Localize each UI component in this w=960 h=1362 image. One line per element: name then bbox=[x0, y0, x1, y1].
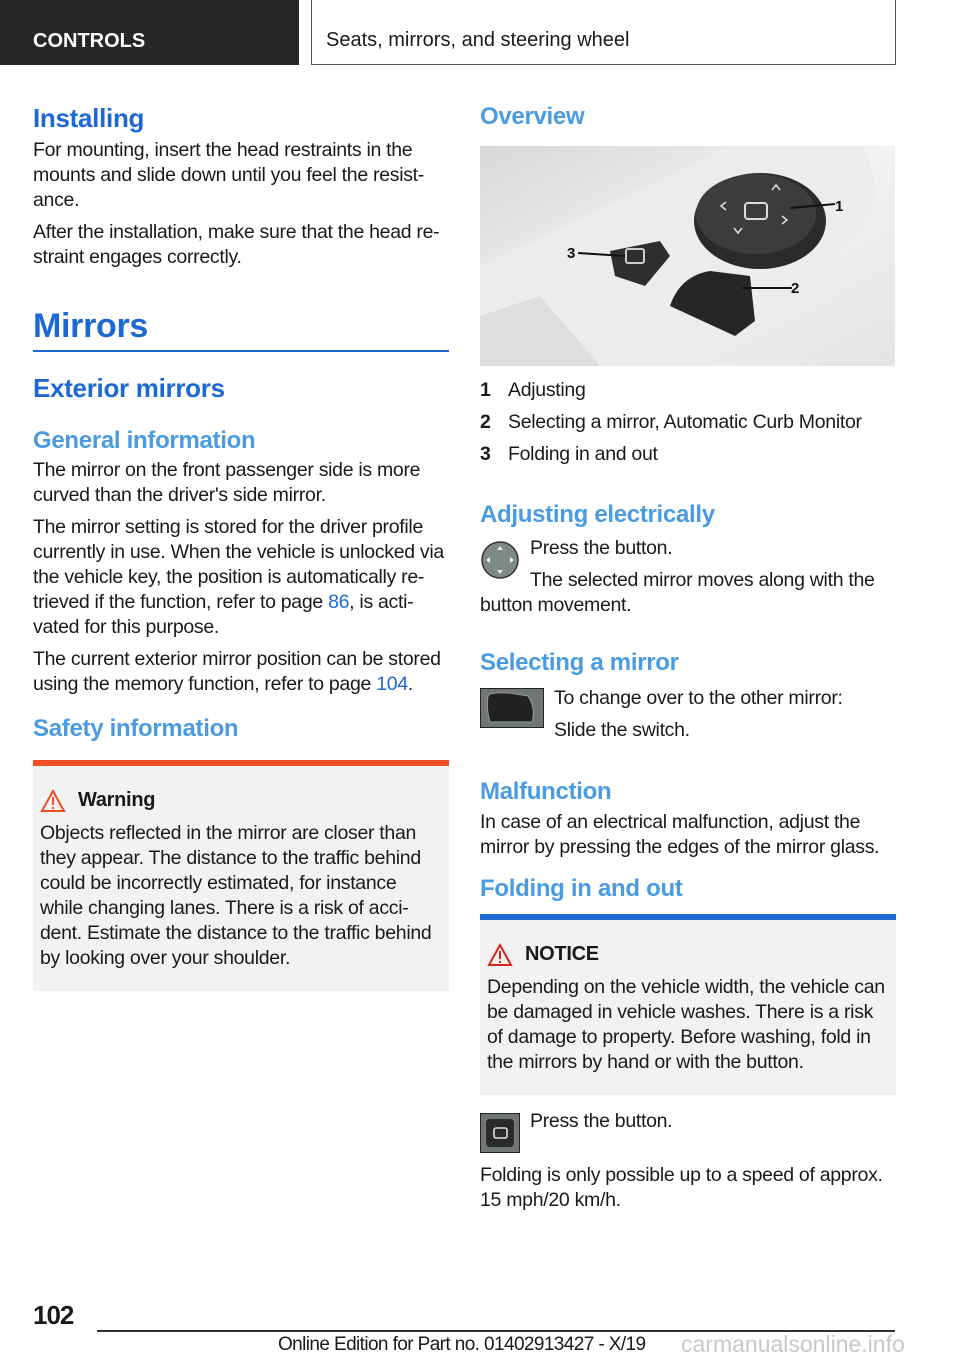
mirror-controls-illustration bbox=[480, 146, 895, 366]
mirror-joystick-icon bbox=[480, 540, 520, 580]
text: , is acti‐vated for this purpose. bbox=[33, 591, 414, 638]
warning-title bbox=[40, 788, 442, 813]
notice-box bbox=[480, 914, 896, 1095]
adjusting-text-1: Press the button. bbox=[530, 537, 673, 559]
notice-text: Depending on the vehicle width, the vehicle can be damaged in vehicle washes. There is a risk of damage to property. Before washing, fold in the mirrors by hand or with the button. bbox=[487, 976, 885, 1073]
notice-icon bbox=[487, 943, 513, 967]
adjusting-heading: Adjusting electrically bbox=[480, 501, 715, 528]
list-item bbox=[480, 378, 896, 403]
edition-text: Online Edition for Part no. 01402913427 - X/19 bbox=[278, 1334, 646, 1355]
left-column bbox=[33, 102, 449, 991]
item-number: 1 bbox=[480, 379, 491, 401]
chapter-title: Seats, mirrors, and steering wheel bbox=[311, 0, 896, 65]
callout-1: 1 bbox=[835, 198, 844, 215]
general-text-2 bbox=[33, 515, 449, 640]
page-link-104[interactable]: 104 bbox=[376, 673, 408, 695]
selecting-text-2: Slide the switch. bbox=[554, 719, 690, 741]
installing-text-1: For mounting, insert the head restraints in the mounts and slide down until you feel the resist‐ance. bbox=[33, 139, 424, 211]
item-number: 2 bbox=[480, 411, 491, 433]
selecting-text-1: To change over to the other mirror: bbox=[554, 687, 843, 709]
folding-text-2: Folding is only possible up to a speed of approx. 15 mph/20 km/h. bbox=[480, 1164, 883, 1211]
mirror-switch-icon bbox=[480, 688, 544, 728]
fold-mirror-button-icon bbox=[480, 1113, 520, 1153]
text: The current exterior mirror position can be stored using the memory function, refer to page bbox=[33, 648, 441, 695]
overview-list bbox=[480, 378, 896, 467]
warning-icon bbox=[40, 789, 66, 813]
text: . bbox=[407, 673, 413, 695]
page-number: 102 bbox=[33, 1300, 74, 1330]
notice-label: NOTICE bbox=[525, 943, 599, 965]
general-text-3 bbox=[33, 647, 449, 697]
adjusting-text-2: The selected mirror moves along with the button movement. bbox=[480, 569, 875, 616]
list-item bbox=[480, 410, 896, 435]
general-info-heading: General information bbox=[33, 427, 256, 454]
mirrors-heading: Mirrors bbox=[33, 306, 449, 352]
watermark: carmanualsonline.info bbox=[681, 1331, 905, 1357]
installing-heading: Installing bbox=[33, 103, 145, 133]
item-label: Adjusting bbox=[508, 379, 586, 401]
safety-info-heading: Safety information bbox=[33, 715, 239, 742]
selecting-block bbox=[480, 686, 896, 743]
malfunction-heading: Malfunction bbox=[480, 778, 612, 805]
page-link-86[interactable]: 86 bbox=[328, 591, 350, 613]
overview-heading: Overview bbox=[480, 103, 585, 130]
folding-text-1: Press the button. bbox=[530, 1110, 673, 1132]
installing-text-2: After the installation, make sure that the head re‐straint engages correctly. bbox=[33, 221, 440, 268]
adjusting-block bbox=[480, 536, 896, 561]
warning-box bbox=[33, 760, 449, 991]
warning-label: Warning bbox=[78, 789, 156, 811]
callout-3: 3 bbox=[567, 245, 576, 262]
folding-block bbox=[480, 1109, 896, 1155]
exterior-mirrors-heading: Exterior mirrors bbox=[33, 373, 225, 403]
section-label: CONTROLS bbox=[0, 0, 299, 65]
warning-text: Objects reflected in the mirror are closer than they appear. The distance to the traffic behind could be incorrectly estimated, for instance while changing lanes. There is a risk of acci‐dent. Estimate the distance to the traffic behind by looking over your shoulder. bbox=[40, 822, 432, 969]
item-label: Selecting a mirror, Automatic Curb Monitor bbox=[508, 411, 862, 433]
general-text-1: The mirror on the front passenger side is more curved than the driver's side mirror. bbox=[33, 459, 421, 506]
list-item bbox=[480, 442, 896, 467]
folding-heading: Folding in and out bbox=[480, 875, 683, 902]
callout-2: 2 bbox=[791, 280, 800, 297]
text: The mirror setting is stored for the driver profile currently in use. When the vehicle is unlocked via the vehicle key, the position is automatically re‐trieved if the function, refer to page bbox=[33, 516, 444, 613]
notice-title bbox=[487, 942, 889, 967]
item-label: Folding in and out bbox=[508, 443, 658, 465]
malfunction-text: In case of an electrical malfunction, adjust the mirror by pressing the edges of the mirror glass. bbox=[480, 811, 880, 858]
right-column bbox=[480, 102, 896, 1220]
selecting-heading: Selecting a mirror bbox=[480, 649, 679, 676]
item-number: 3 bbox=[480, 443, 491, 465]
